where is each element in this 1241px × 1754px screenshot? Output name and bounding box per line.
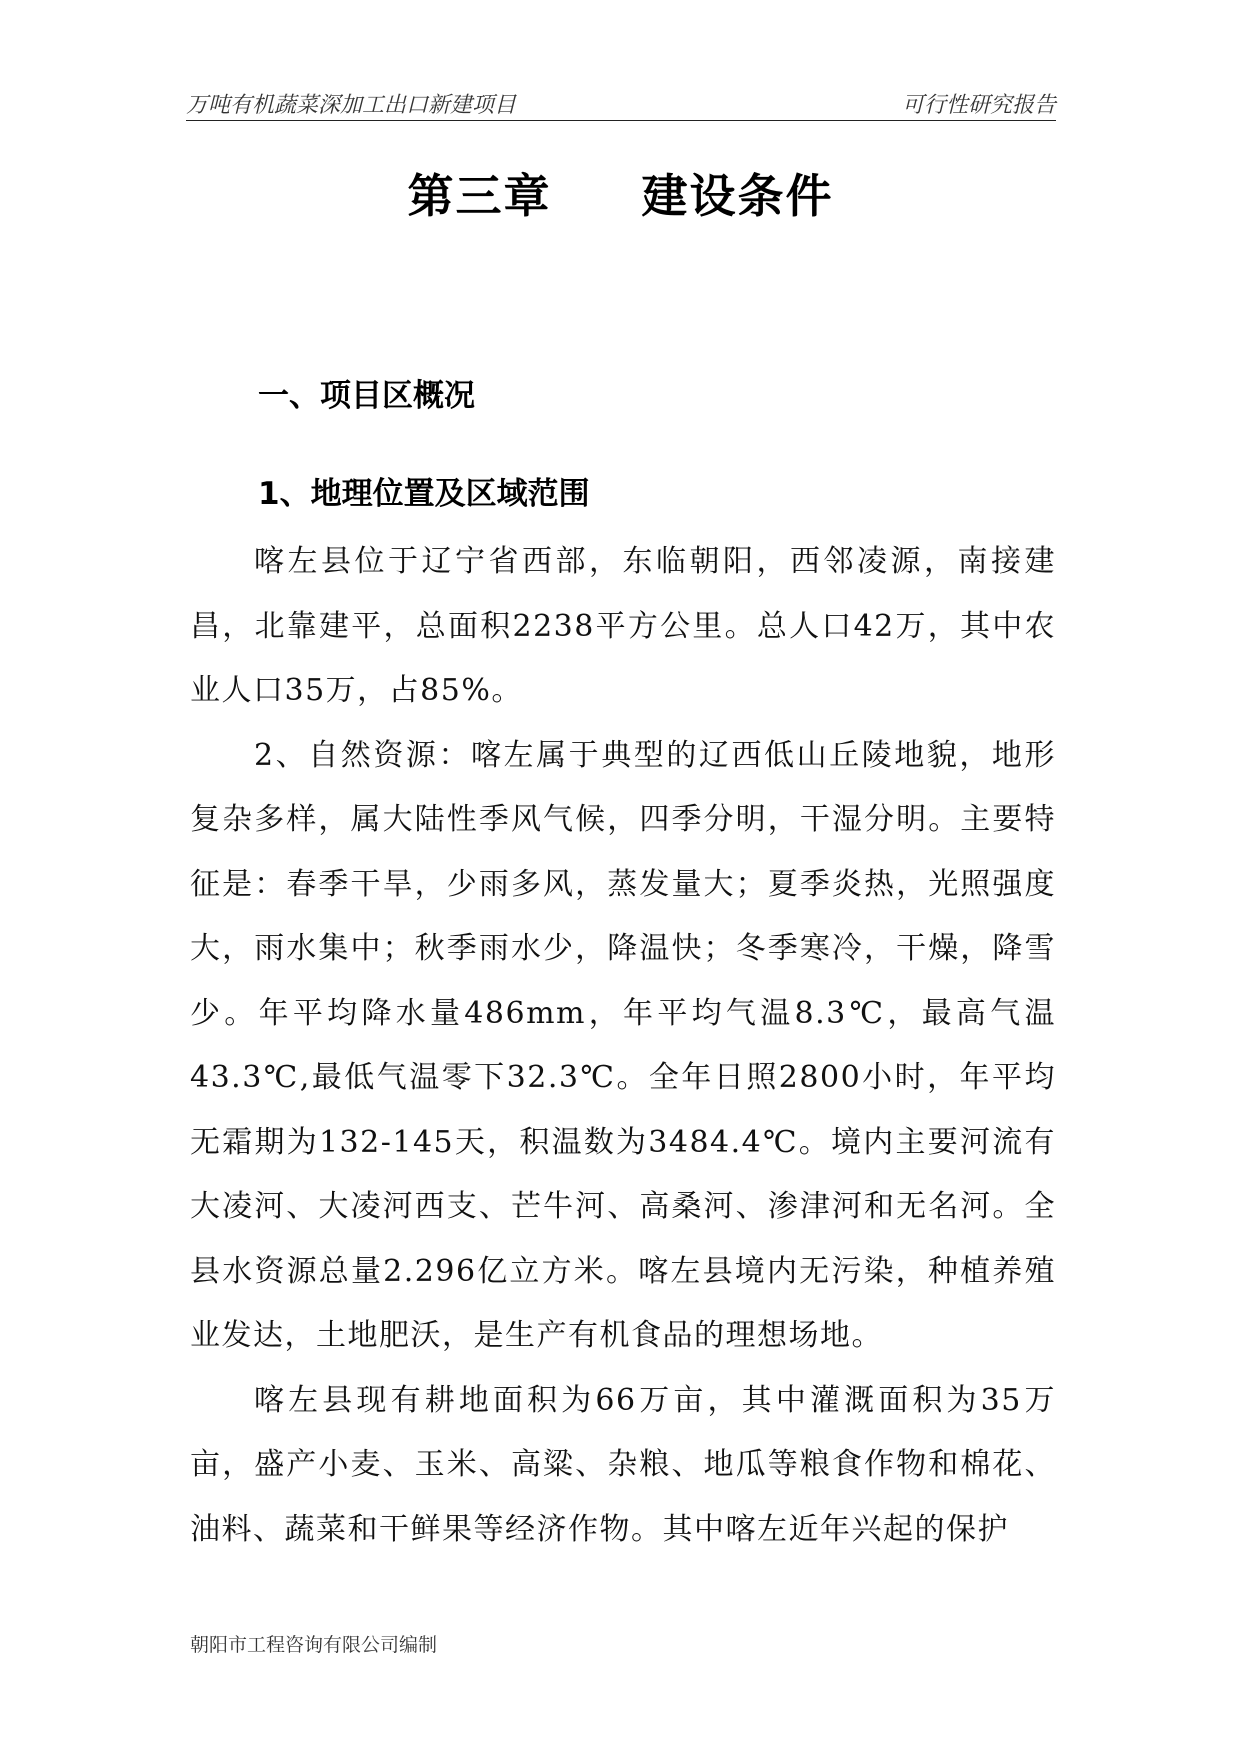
body-text <box>190 530 1056 1562</box>
page-header <box>186 86 1056 121</box>
paragraph-farmland: 喀左县现有耕地面积为66万亩，其中灌溉面积为35万亩，盛产小麦、玉米、高粱、杂粮、地瓜等粮食作物和棉花、油料、蔬菜和干鲜果等经济作物。其中喀左近年兴起的保护 <box>190 1382 1056 1547</box>
paragraph-location: 喀左县位于辽宁省西部，东临朝阳，西邻凌源，南接建昌，北靠建平，总面积2238平方公里。总人口42万，其中农业人口35万，占85%。 <box>190 544 1056 708</box>
section-heading: 一、项目区概况 <box>258 378 475 414</box>
header-project-name: 万吨有机蔬菜深加工出口新建项目 <box>186 93 517 118</box>
subsection-heading: 1、地理位置及区域范围 <box>258 476 590 512</box>
chapter-number: 第三章 <box>407 169 552 223</box>
chapter-title <box>0 160 1241 226</box>
page-footer: 朝阳市工程咨询有限公司编制 <box>190 1634 438 1656</box>
chapter-name: 建设条件 <box>641 169 834 223</box>
paragraph-natural-resources: 2、自然资源：喀左属于典型的辽西低山丘陵地貌，地形复杂多样，属大陆性季风气候，四季分明，干湿分明。主要特征是：春季干旱，少雨多风，蒸发量大；夏季炎热，光照强度大，雨水集中；秋季雨水少，降温快；冬季寒冷，干燥，降雪少。年平均降水量486mm，年平均气温8.3℃，最高气温43.3℃,最低气温零下32.3℃。全年日照2800小时，年平均无霜期为132-145天，积温数为3484.4℃。境内主要河流有大凌河、大凌河西支、芒牛河、高桑河、渗津河和无名河。全县水资源总量2.296亿立方米。喀左县境内无污染，种植养殖业发达，土地肥沃，是生产有机食品的理想场地。 <box>190 737 1056 1353</box>
header-report-type: 可行性研究报告 <box>901 93 1056 118</box>
